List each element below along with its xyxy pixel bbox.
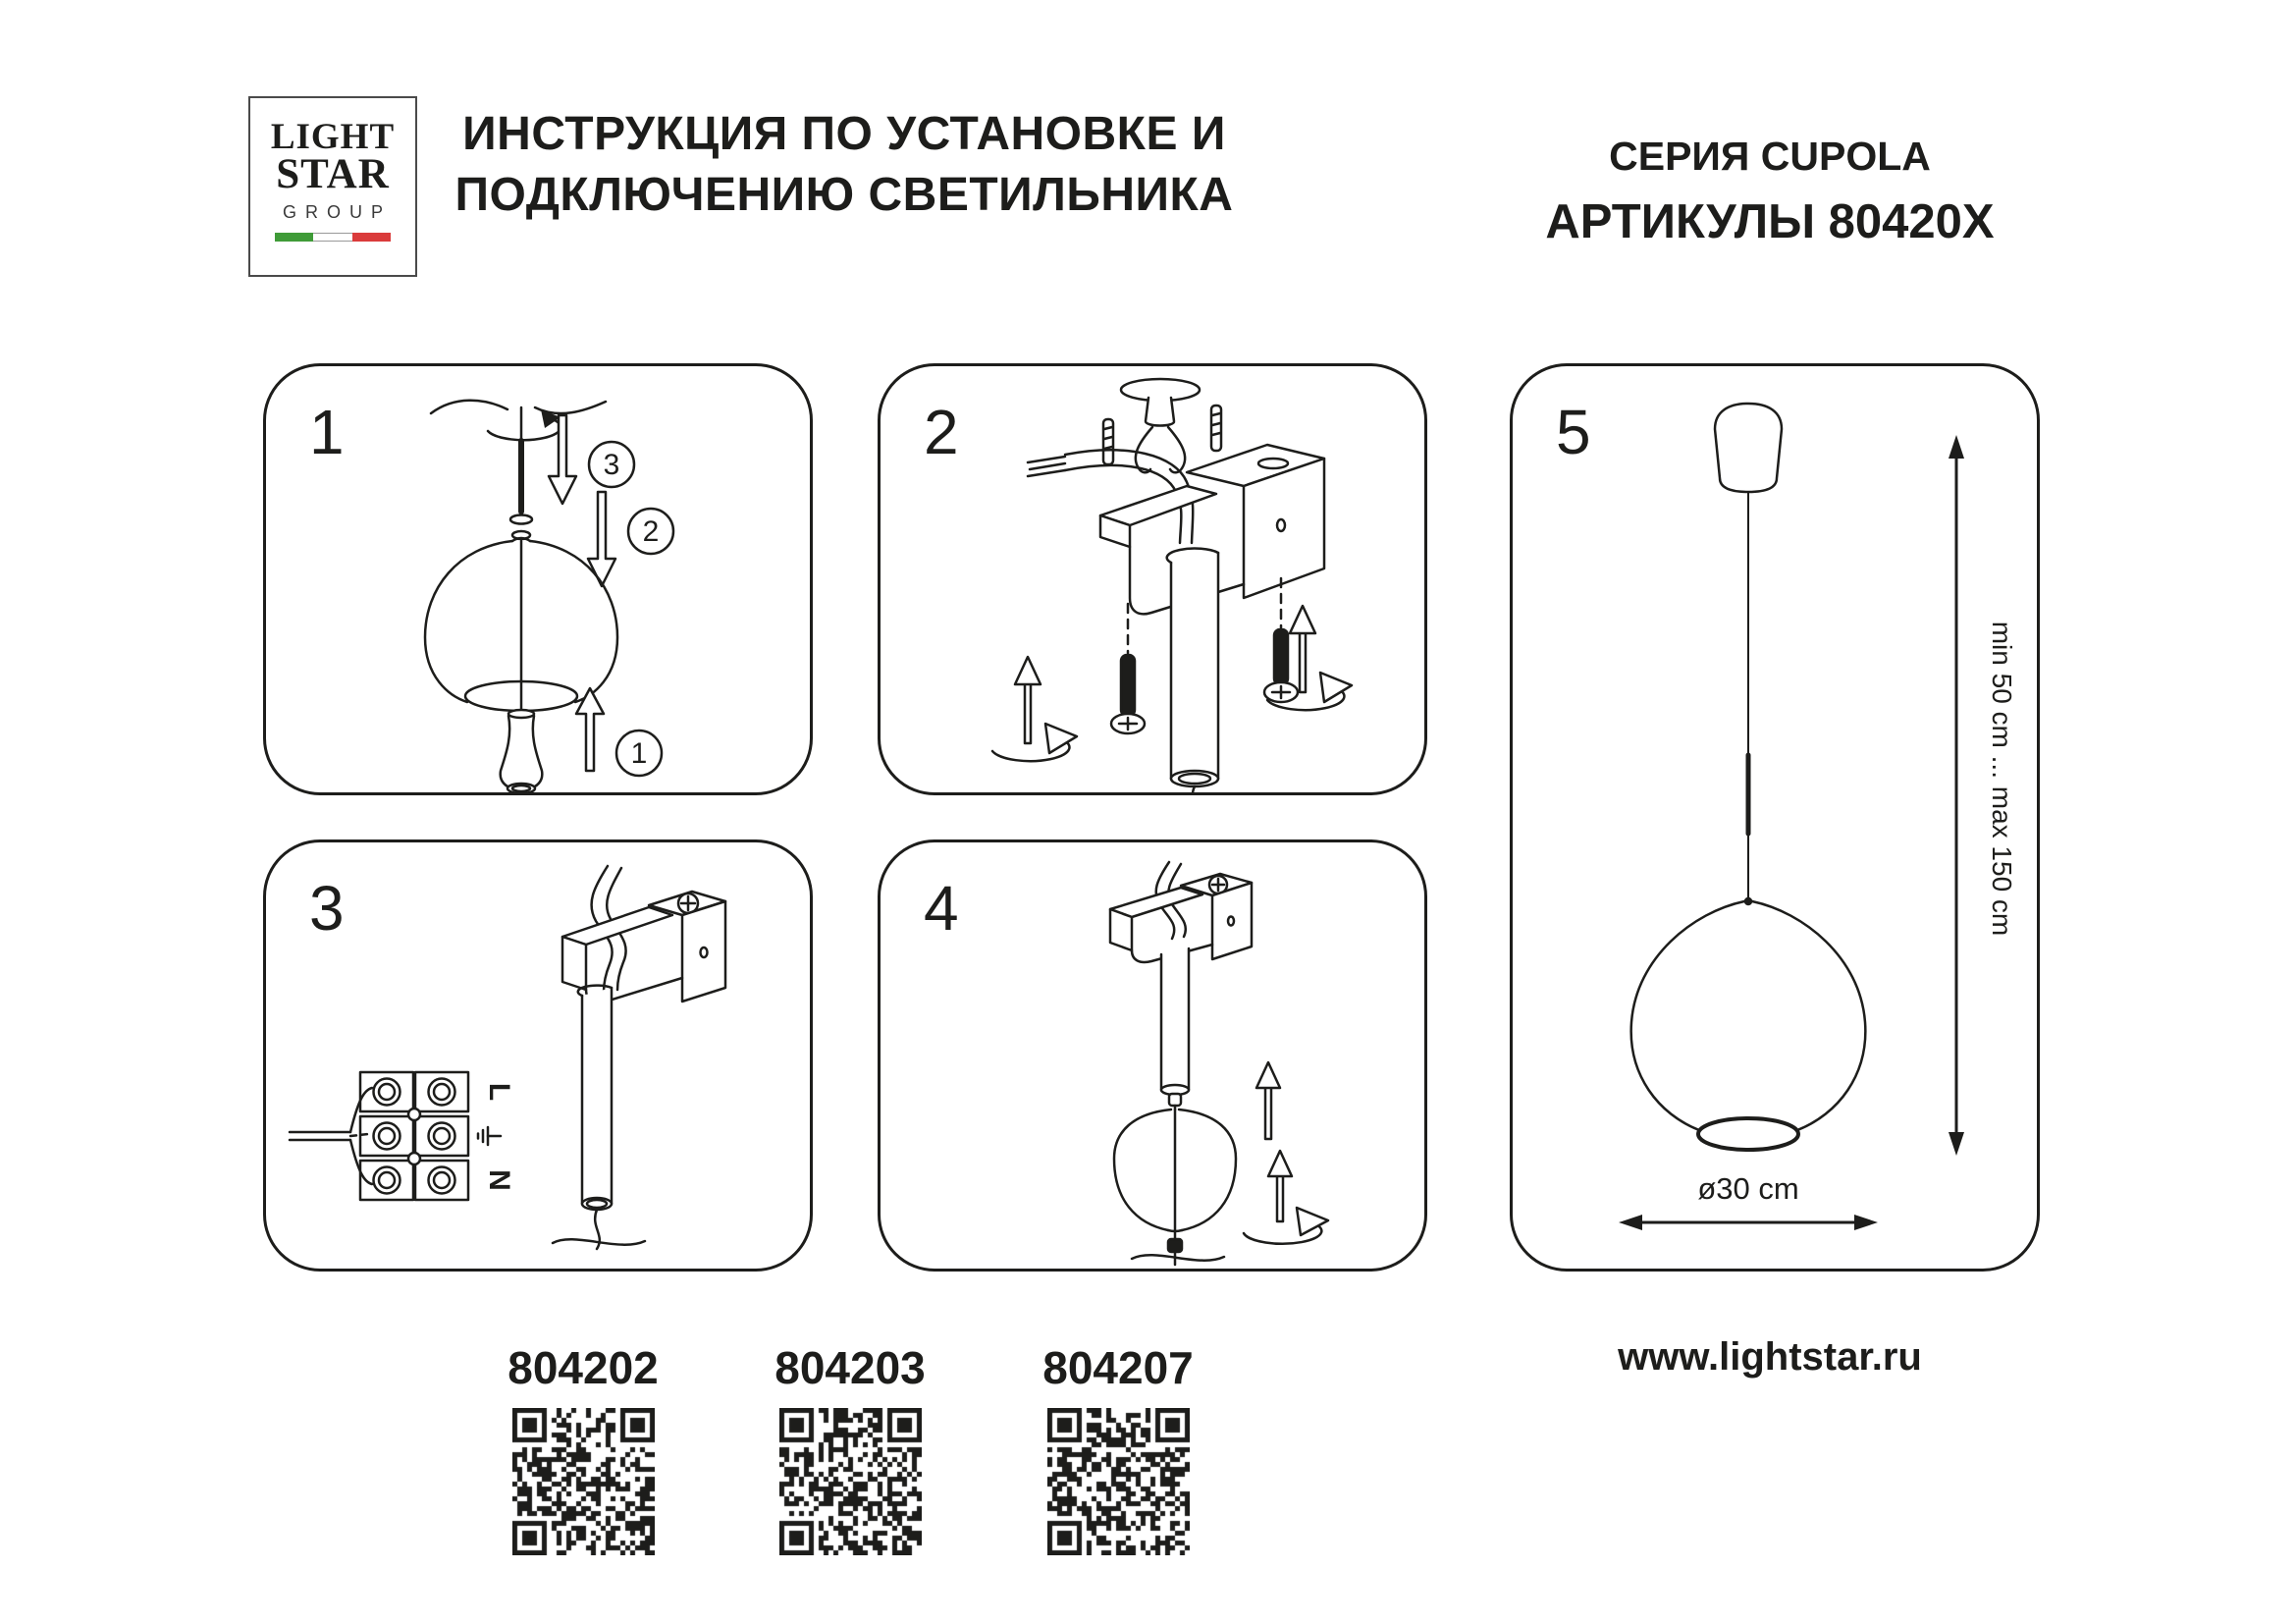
callout-2: 2: [642, 515, 660, 548]
step-4-illustration: [881, 842, 1424, 1269]
logo-word-light: LIGHT: [270, 117, 396, 157]
step-panel-4: [878, 839, 1427, 1272]
article-code: 804207: [1042, 1342, 1194, 1393]
italian-flag-icon: [275, 233, 391, 242]
diameter-label: ø30 cm: [1697, 1171, 1799, 1206]
article-code: 804203: [774, 1342, 926, 1393]
website-url: www.lightstar.ru: [1618, 1335, 1922, 1379]
title-line-2: ПОДКЛЮЧЕНИЮ СВЕТИЛЬНИКА: [454, 169, 1234, 221]
logo-word-group: GROUP: [282, 202, 392, 222]
step-panel-3: [263, 839, 813, 1272]
height-range-label: min 50 cm ... max 150 cm: [1987, 621, 2017, 937]
qr-code: [1047, 1408, 1190, 1555]
step-panel-1: [263, 363, 813, 795]
qr-code: [512, 1408, 655, 1555]
step-number-3: 3: [309, 873, 345, 944]
step-5-illustration: [1513, 366, 2037, 1269]
lightstar-logo: [248, 96, 417, 277]
article-804207: [1010, 1341, 1226, 1555]
series-label: СЕРИЯ CUPOLA: [1609, 134, 1931, 179]
callout-1: 1: [630, 737, 648, 770]
step-1-illustration: [266, 366, 810, 792]
callout-3: 3: [603, 449, 620, 481]
step-panel-2: [878, 363, 1427, 795]
terminal-label-line: L: [483, 1082, 515, 1102]
step-3-illustration: [266, 842, 810, 1269]
article-804203: [742, 1341, 958, 1555]
step-2-illustration: [881, 366, 1424, 792]
page-title: [447, 104, 1242, 226]
article-code: 804202: [507, 1342, 659, 1393]
article-804202: [475, 1341, 691, 1555]
step-number-5: 5: [1556, 397, 1591, 467]
terminal-label-neutral: N: [483, 1169, 515, 1191]
step-number-4: 4: [924, 873, 959, 944]
step-number-2: 2: [924, 397, 959, 467]
title-line-1: ИНСТРУКЦИЯ ПО УСТАНОВКЕ И: [462, 108, 1226, 160]
articles-label: АРТИКУЛЫ 80420X: [1545, 195, 1995, 248]
step-number-1: 1: [309, 397, 345, 467]
logo-word-star: STAR: [276, 151, 390, 197]
step-panel-5: [1510, 363, 2040, 1272]
qr-code: [779, 1408, 922, 1555]
